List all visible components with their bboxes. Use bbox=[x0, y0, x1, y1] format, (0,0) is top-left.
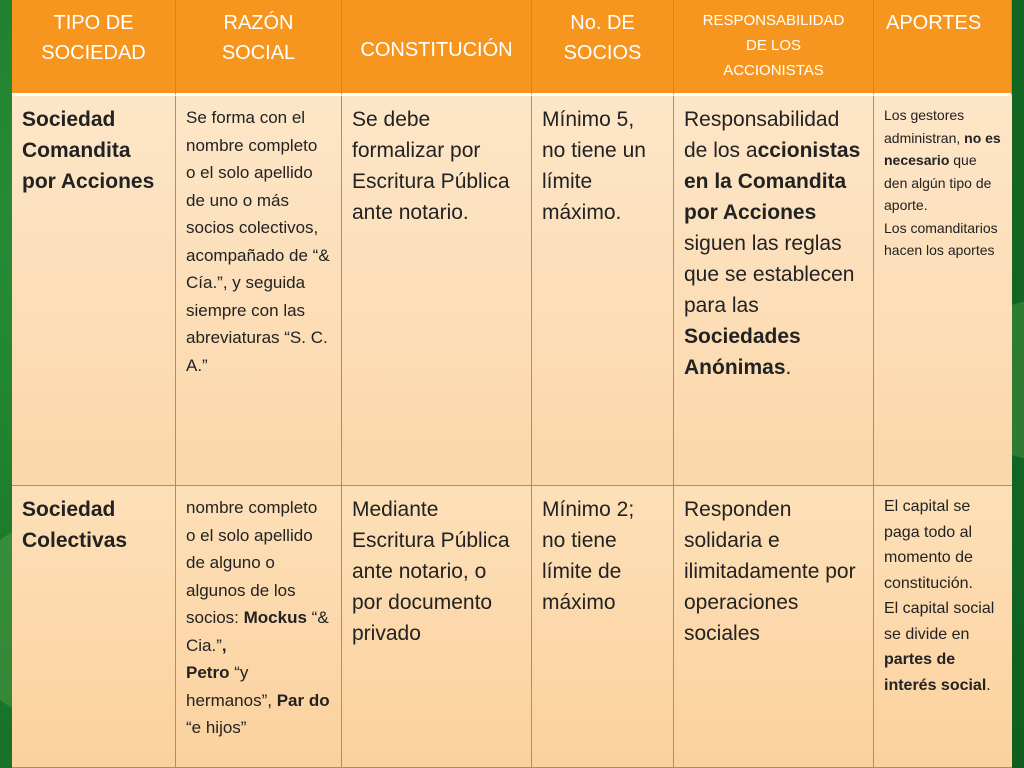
header-socios: No. DE SOCIOS bbox=[532, 0, 674, 96]
cell-tipo: Sociedad Colectivas bbox=[12, 486, 176, 768]
cell-constitucion: Mediante Escritura Pública ante notario, o por documento privado bbox=[342, 486, 532, 768]
cell-tipo: Sociedad Comandita por Acciones bbox=[12, 96, 176, 486]
cell-constitucion: Se debe formalizar por Escritura Pública ante notario. bbox=[342, 96, 532, 486]
cell-responsabilidad: Responsabilidad de los accionistas en la Comandita por Acciones siguen las reglas que se establecen para las Sociedades Anónimas. bbox=[674, 96, 874, 486]
cell-razon: Se forma con el nombre completo o el solo apellido de uno o más socios colectivos, acompañado de “& Cía.”, y seguida siempre con las abreviaturas “S. C. A.” bbox=[176, 96, 342, 486]
cell-aportes: Los gestores administran, no es necesario que den algún tipo de aporte. Los comanditarios hacen los aportes bbox=[874, 96, 1012, 486]
header-razon: RAZÓN SOCIAL bbox=[176, 0, 342, 96]
header-aportes: APORTES bbox=[874, 0, 1012, 96]
header-constitucion: CONSTITUCIÓN bbox=[342, 0, 532, 96]
sociedades-table bbox=[12, 0, 1012, 768]
cell-aportes: El capital se paga todo al momento de constitución. El capital social se divide en partes de interés social. bbox=[874, 486, 1012, 768]
header-tipo: TIPO DE SOCIEDAD bbox=[12, 0, 176, 96]
cell-socios: Mínimo 2; no tiene límite de máximo bbox=[532, 486, 674, 768]
cell-socios: Mínimo 5, no tiene un límite máximo. bbox=[532, 96, 674, 486]
cell-razon: nombre completo o el solo apellido de alguno o algunos de los socios: Mockus “& Cia.”, Petro “y hermanos”, Par do “e hijos” bbox=[176, 486, 342, 768]
header-responsabilidad: RESPONSABILIDAD DE LOS ACCIONISTAS bbox=[674, 0, 874, 96]
cell-responsabilidad: Responden solidaria e ilimitadamente por operaciones sociales bbox=[674, 486, 874, 768]
